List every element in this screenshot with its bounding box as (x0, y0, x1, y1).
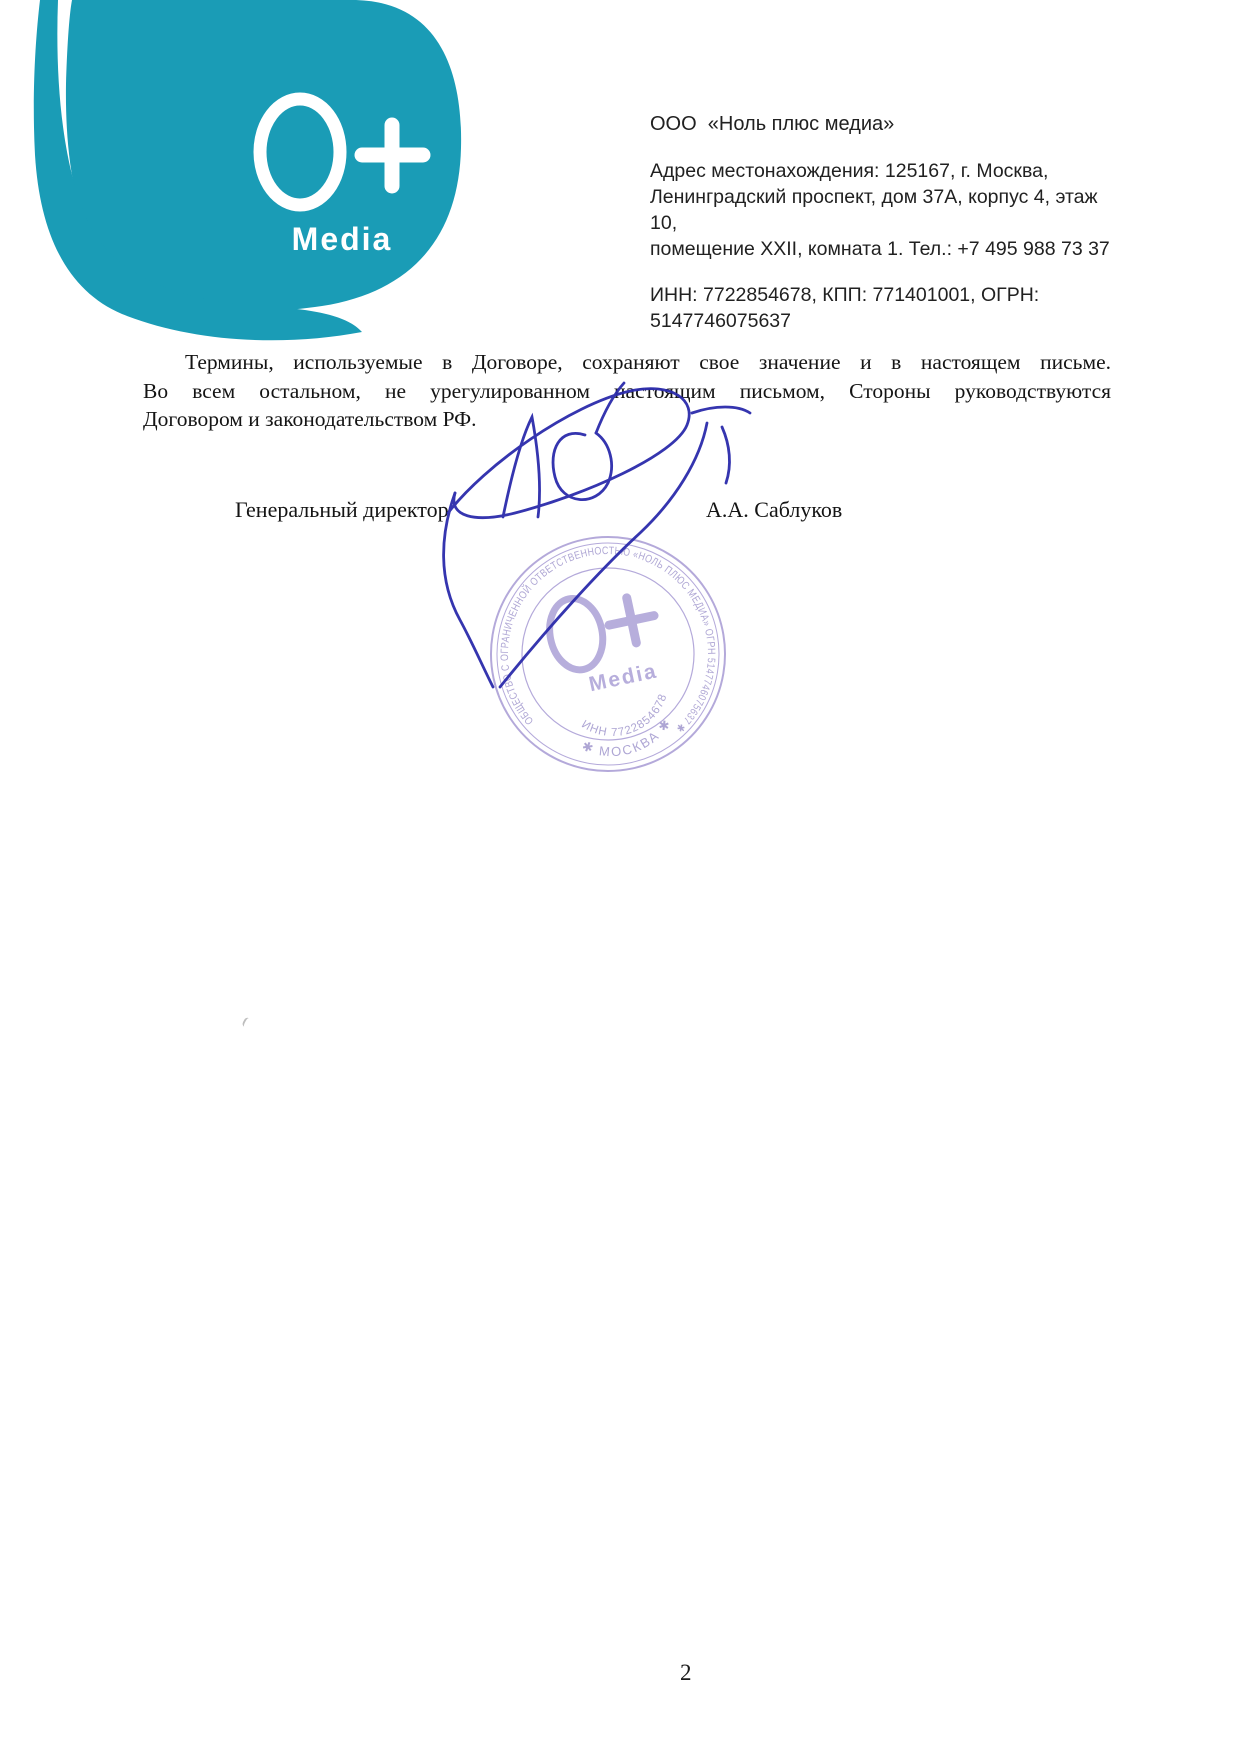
company-logo (0, 0, 500, 350)
body-line-2: Во всем остальном, не урегулированном настоящим письмом, Стороны руководствуются (143, 378, 1111, 403)
stamp-media-label: Media (586, 659, 660, 697)
signer-title: Генеральный директор (235, 497, 449, 522)
logo-media-label: Media (291, 221, 393, 257)
body-line-1: Термины, используемые в Договоре, сохраняют свое значение и в настоящем письме. (185, 350, 1111, 374)
stamp-inn-text: ИНН 7722854678 (579, 692, 670, 740)
address-line-2: Ленинградский проспект, дом 37А, корпус 4, этаж 10, (650, 186, 1098, 234)
registration-numbers: ИНН: 7722854678, КПП: 771401001, ОГРН: 5147746075637 (650, 284, 1040, 332)
signer-name: А.А. Саблуков (706, 497, 843, 522)
body-line-3: Договором и законодательством РФ. (143, 407, 477, 431)
letterhead-contact-block (650, 112, 1125, 334)
page-number: 2 (680, 1660, 692, 1685)
scan-artifact-mark (241, 1016, 254, 1029)
address-line-3: помещение XXII, комната 1. Тел.: +7 495 988 73 37 (650, 238, 1110, 260)
address-line-1: Адрес местонахождения: 125167, г. Москва, (650, 160, 1049, 182)
stamp-city-text: ✱ МОСКВА ✱ (579, 714, 675, 760)
company-name: ООО «Ноль плюс медиа» (650, 113, 895, 135)
handwritten-signature (400, 365, 760, 695)
stamp-ring-text: ОБЩЕСТВО С ОГРАНИЧЕННОЙ ОТВЕТСТВЕННОСТЬЮ «НОЛЬ ПЛЮС МЕДИА» ОГРН 5147746075637 ✱ (498, 544, 718, 736)
